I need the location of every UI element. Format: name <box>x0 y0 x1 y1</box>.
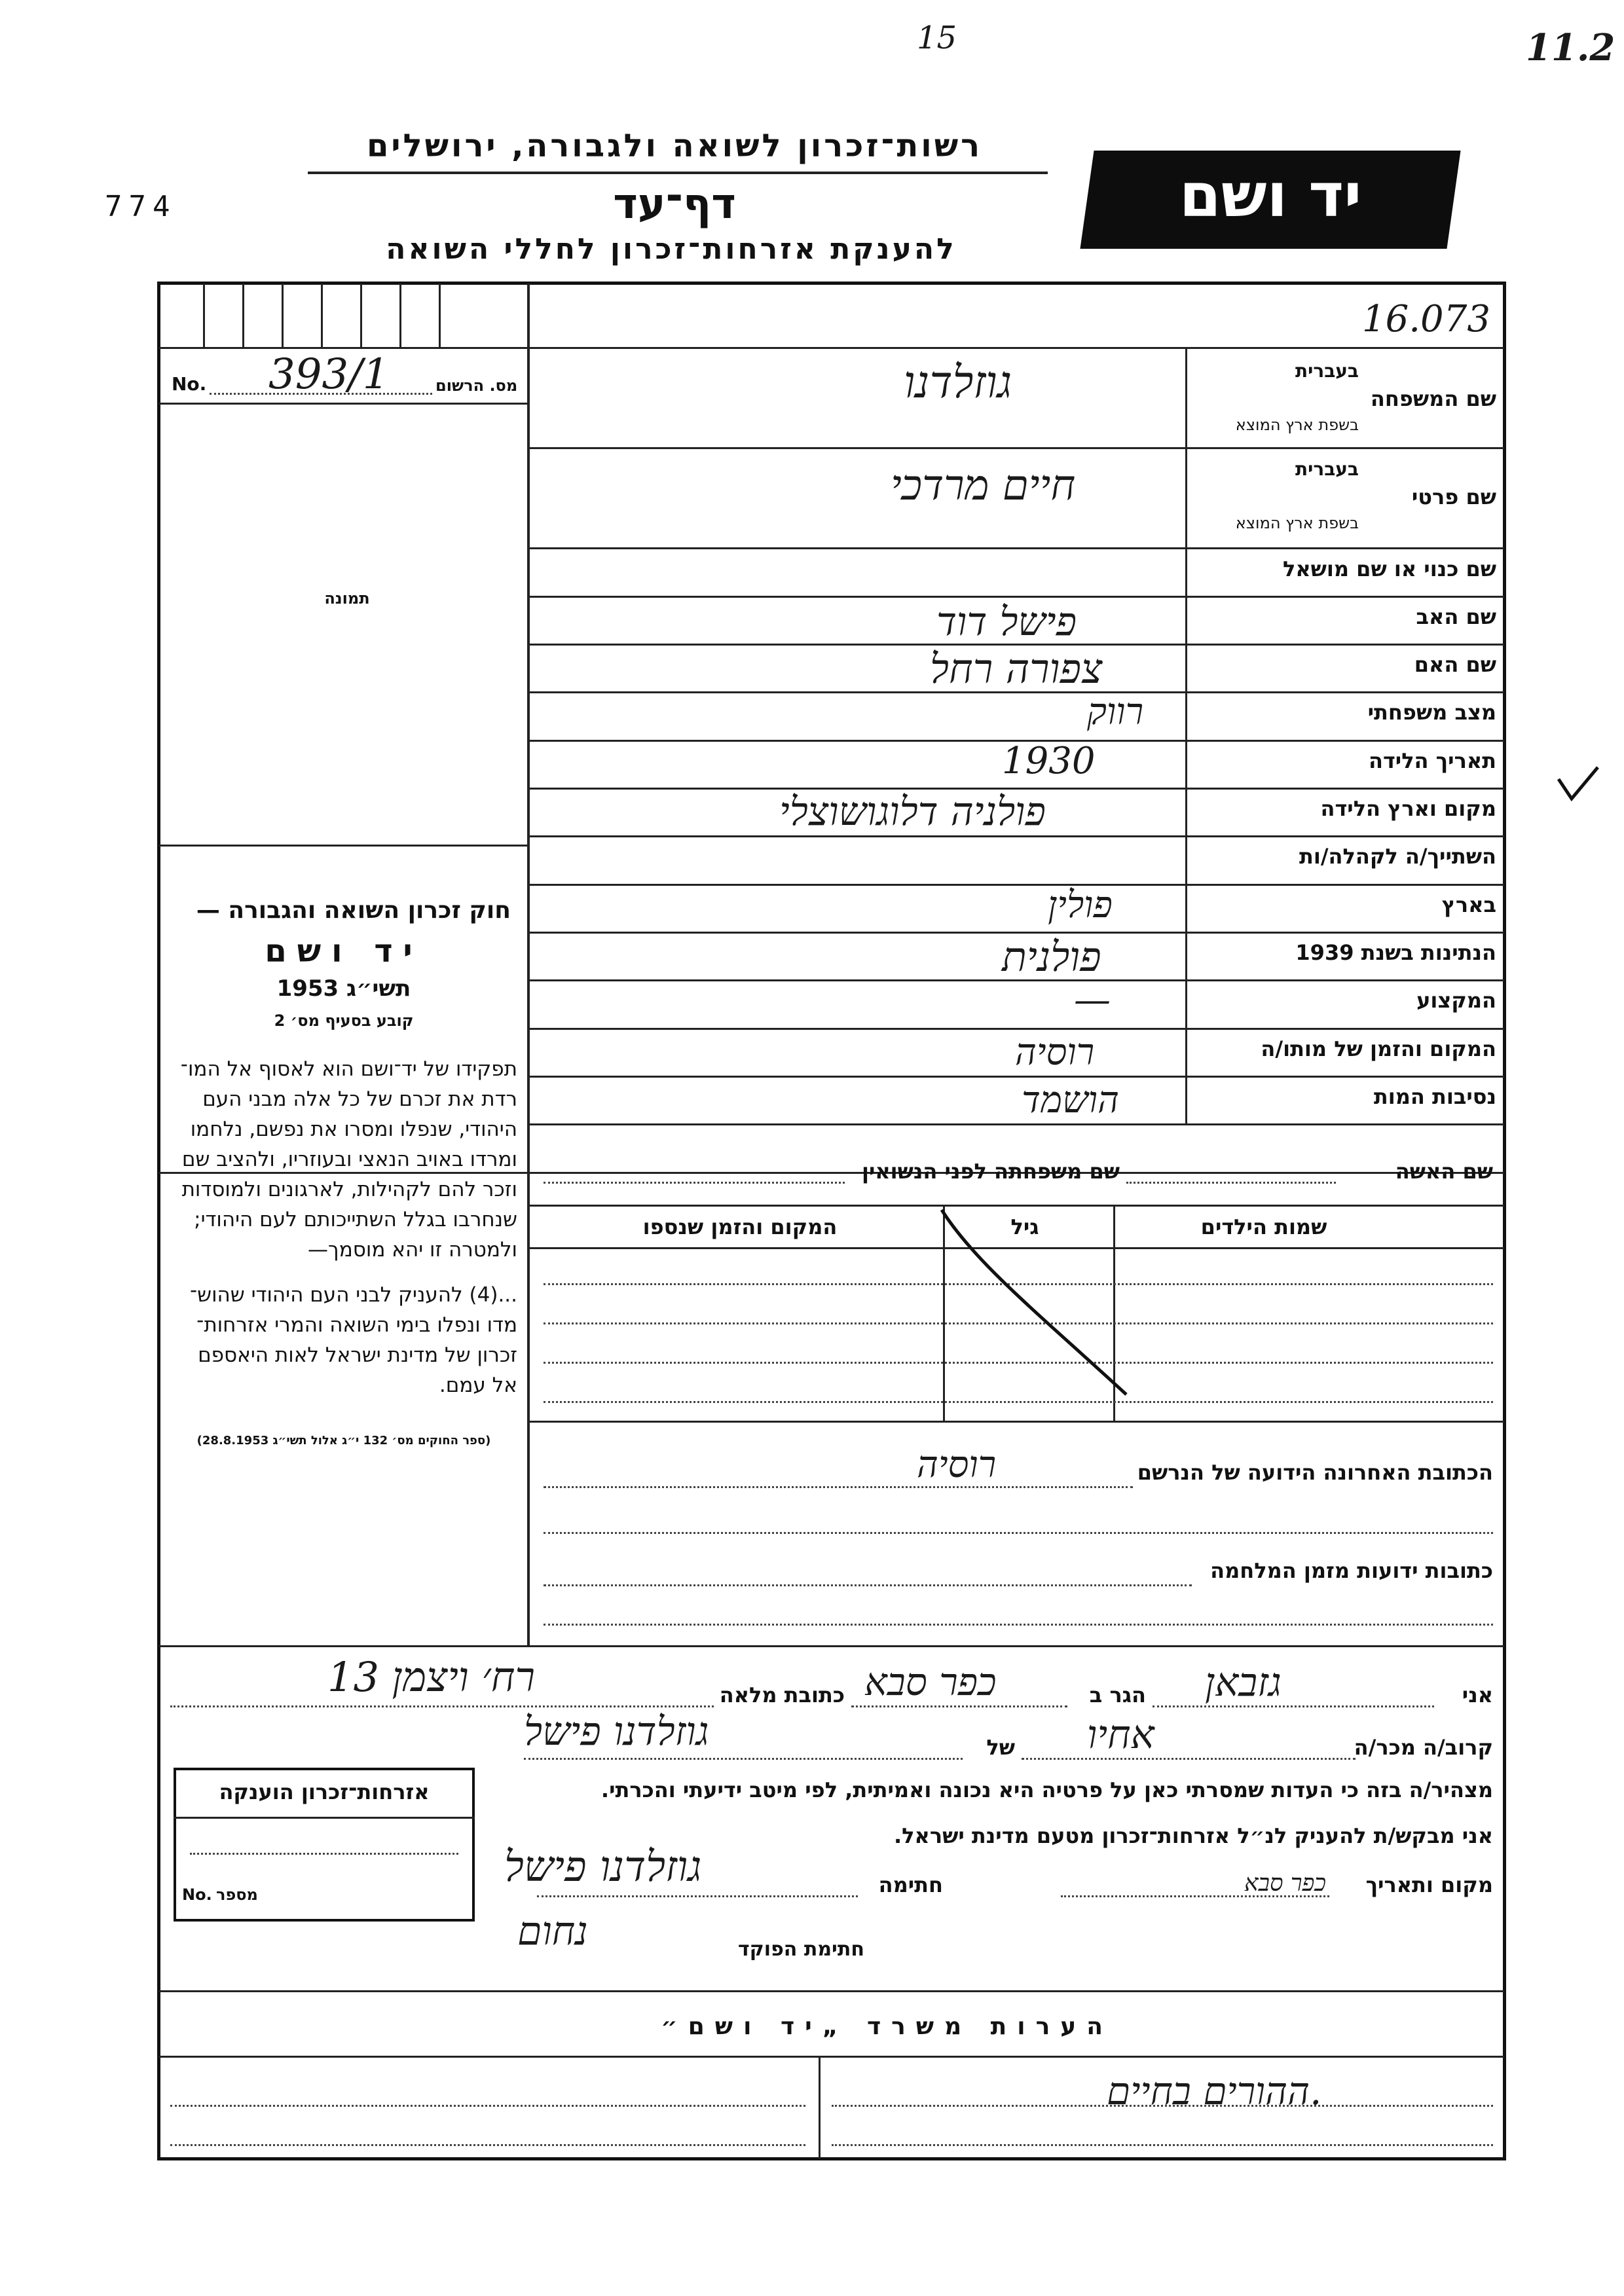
authority-underline <box>308 172 1048 174</box>
label-nickname: שם כנוי או שם מושאל <box>1282 556 1496 581</box>
yad-vashem-logo-text: יד ושם <box>1179 160 1362 230</box>
law-paragraph-2: ...(4) להעניק לבני העם היהודי שהוש־ מדו ונפלו בימי השואה והמרי אזרחות־ זכרון של מדינת ישראל לאות היאספם אל עמם. <box>189 1283 517 1397</box>
value-full-address: רח׳ ויצמן 13 <box>327 1653 535 1701</box>
value-relative: אחיו <box>1087 1712 1154 1758</box>
value-country: פולין <box>1048 884 1113 926</box>
label-birth-place: מקום וארץ הלידה <box>1320 796 1496 821</box>
page-mark-top: 15 <box>917 20 957 56</box>
label-citizenship-1939: הנתינות בשנת 1939 <box>1295 940 1496 965</box>
citizenship-number-prefix: No. <box>182 1886 212 1904</box>
declaration-text: מצהיר/ה בזה כי העדות שמסרתי כאן על פרטיה היא נכונה ואמיתית, לפי מיטב ידיעתי והכרתי. <box>600 1777 1493 1802</box>
label-of: של <box>986 1735 1015 1760</box>
value-place-date: כפר סבא <box>1244 1870 1327 1897</box>
value-profession: — <box>1074 979 1111 1021</box>
label-wife-maiden-name: שם משפחתה לפני הנשואין <box>861 1159 1120 1184</box>
label-last-known-address: הכתובת האחרונה הידועה של הנרשם <box>1137 1460 1493 1485</box>
check-mark <box>1552 759 1604 812</box>
label-community: השתייך/ה לקהלה/ות <box>1299 844 1496 869</box>
sublabel-family-hebrew: בעברית <box>1295 360 1359 382</box>
sublabel-first-hebrew: בעברית <box>1295 458 1359 480</box>
office-remarks-title: הערות משרד „יד ושם״ <box>661 2013 1113 2040</box>
authority-title: רשות־זכרון לשואה ולגבורה, ירושלים <box>366 128 983 164</box>
law-title: חוק זכרון השואה והגבורה — <box>196 897 511 924</box>
label-profession: המקצוע <box>1416 988 1496 1013</box>
value-officer-signature: נחום <box>517 1908 588 1954</box>
law-year: תשי״ג 1953 <box>276 975 411 1002</box>
photo-label: תמונה <box>324 589 370 608</box>
registration-label: מס. הרשום <box>435 376 518 395</box>
value-of: גוזלדנו פישל <box>524 1709 709 1755</box>
sheet-number: 16.073 <box>1362 298 1490 340</box>
citizenship-granted-title: אזרחות־זכרון הוענקה <box>219 1779 430 1804</box>
label-birth-date: תאריך הלידה <box>1368 748 1496 773</box>
value-death-place-time: רוסיה <box>1015 1031 1095 1074</box>
value-birth-date: 1930 <box>1002 740 1096 782</box>
law-citation: (ספר החוקים מס׳ 132 י״ג אלול תשי״ג 28.8.1953) <box>196 1434 491 1448</box>
label-wartime-addresses: כתובות ידועות מזמן המלחמה <box>1210 1558 1493 1583</box>
value-death-circumstances: הושמד <box>1022 1079 1119 1121</box>
label-column-divider <box>1185 349 1187 1125</box>
file-number: 774 <box>105 190 177 223</box>
law-paragraph-1: תפקידו של יד־ושם הוא לאסוף אל המו־ רדת את זכרם של כל אלה מבני העם היהודי, שנפלו ומסרו את נפשם, נלחמו ומרדו באויב הנאצי ובעוזריו, ולהציב שם וזכר להם לקהילות, לארגונים ולמוסדות שנחרבו בגלל השתייכותם לעם היהודי; ולמטרה זו יהא מוסמך— <box>180 1057 517 1262</box>
label-death-place-time: המקום והזמן של מותו/ה <box>1261 1036 1496 1061</box>
office-remarks-divider <box>819 2056 821 2159</box>
page-mark-right: 11.2 <box>1526 26 1615 69</box>
sublabel-family-origin: בשפת ארץ המוצא <box>1235 416 1359 434</box>
value-marital-status: רווק <box>1087 691 1144 733</box>
label-father-name: שם האב <box>1416 604 1496 629</box>
label-family-name: שם המשפחה <box>1370 386 1496 411</box>
form-subtitle: להענקת אזרחות־זכרון לחללי השואה <box>386 232 957 266</box>
label-lives-in: הגר ב <box>1089 1683 1146 1707</box>
value-declarant: גזבאן <box>1205 1660 1282 1705</box>
value-citizenship-1939: פולנית <box>1002 933 1101 981</box>
label-wife-name: שם האשה <box>1395 1159 1493 1184</box>
citizenship-number-label: מספר <box>216 1886 258 1904</box>
label-signature: חתימה <box>878 1872 943 1897</box>
label-first-name: שם פרטי <box>1411 484 1496 509</box>
value-mother-name: צפורה רחל <box>930 645 1103 693</box>
label-full-address: כתובת מלאה <box>719 1683 845 1707</box>
value-birth-place: פולניה דלוגושוצלי <box>779 789 1046 835</box>
value-first-name: חיים מרדכי <box>891 462 1076 510</box>
value-lives-in: כפר סבא <box>864 1660 997 1704</box>
left-column-divider <box>527 283 530 1645</box>
label-country: בארץ <box>1441 892 1496 917</box>
header-row-bottom <box>159 347 1504 349</box>
label-officer-signature: חתימת הפוקד <box>738 1938 864 1961</box>
value-father-name: פישל דוד <box>936 599 1077 645</box>
label-relative: קרוב/ה מכר/ה <box>1354 1735 1493 1760</box>
children-header-death: המקום והזמן שנספו <box>642 1214 838 1239</box>
request-text: אני מבקש/ת להעניק לנ״ל אזרחות־זכרון מטעם מדינת ישראל. <box>894 1823 1493 1848</box>
children-header-names: שמות הילדים <box>1200 1214 1327 1239</box>
law-clause-ref: קובע בסעיף מס׳ 2 <box>274 1011 414 1030</box>
registration-number: 393/1 <box>268 350 390 399</box>
sublabel-first-origin: בשפת ארץ המוצא <box>1235 514 1359 532</box>
children-strike-line <box>917 1205 1153 1401</box>
office-remarks-note: ההורים בחיים. <box>1107 2069 1322 2113</box>
label-mother-name: שם האם <box>1414 652 1496 677</box>
label-marital-status: מצב משפחתי <box>1367 700 1496 725</box>
registration-prefix: No. <box>172 373 207 395</box>
label-declarant: אני <box>1462 1683 1493 1707</box>
form-title: דף־עד <box>613 180 736 228</box>
children-header-age: גיל <box>1010 1214 1039 1239</box>
law-name: יד ושם <box>265 933 423 970</box>
value-family-name: גוזלדנו <box>904 357 1012 409</box>
value-last-known-address: רוסיה <box>917 1444 997 1486</box>
value-signature: גוזלדנו פישל <box>504 1843 702 1891</box>
label-place-date: מקום ותאריך <box>1365 1872 1493 1897</box>
label-death-circumstances: נסיבות המות <box>1373 1084 1496 1109</box>
